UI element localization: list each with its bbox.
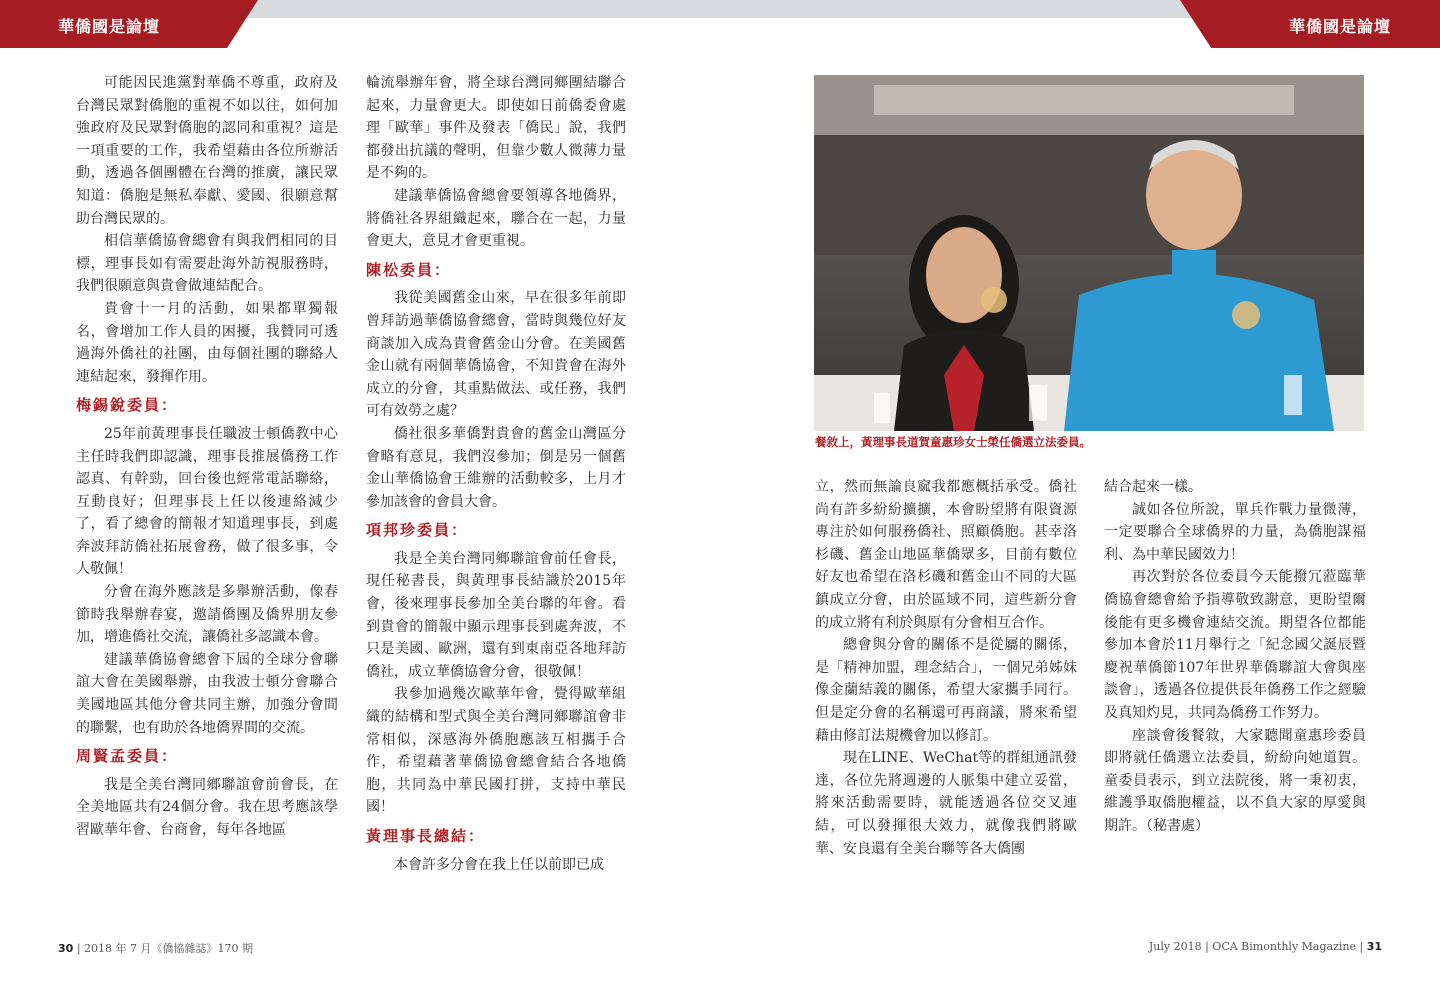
header-left-title: 華僑國是論壇 xyxy=(58,17,161,36)
paragraph: 座談會後餐敘，大家聽聞童惠珍委員即將就任僑選立法委員，紛紛向她道賀。童委員表示，到立法院後，將一秉初衷，維護爭取僑胞權益，以不負大家的厚愛與期許。（秘書處） xyxy=(1104,727,1366,834)
page-number-left: 30 xyxy=(58,942,74,955)
paragraph: 相信華僑協會總會有與我們相同的目標，理事長如有需要赴海外訪視服務時，我們很願意與貴會做連結配合。 xyxy=(76,233,338,295)
footer-right-text: July 2018 | OCA Bimonthly Magazine | xyxy=(1148,940,1364,953)
paragraph: 貴會十一月的活動，如果都單獨報名，會增加工作人員的困擾，我贊同可透過海外僑社的社團，由每個社團的聯絡人連結起來，發揮作用。 xyxy=(76,300,338,385)
paragraph: 現在LINE、WeChat等的群組通訊發達，各位先將週邊的人脈集中建立妥當，將來活動需要時，就能透過各位交叉連結，可以發揮很大效力，就像我們將歐華、安良還有全美台聯等各大僑團 xyxy=(815,750,1077,857)
dinner-photo xyxy=(814,75,1364,431)
paragraph: 我是全美台灣同鄉聯誼會前任會長，現任秘書長，與黃理事長結識於2015年會，後來理事長參加全美台聯的年會。看到貴會的簡報中顯示理事長到處奔波，不只是美國、歐洲，還有到東南亞各地拜訪僑社，成立華僑協會分會，很敬佩！ xyxy=(366,550,626,680)
paragraph: 誠如各位所說，單兵作戰力量微薄，一定要聯合全球僑界的力量，為僑胞謀福利、為中華民國效力！ xyxy=(1104,501,1366,563)
footer-right xyxy=(1149,940,1382,953)
speaker-heading: 項邦珍委員： xyxy=(366,521,469,540)
paragraph: 25年前黃理事長任職波士頓僑教中心主任時我們即認識，理事長推展僑務工作認真、有幹勁，回台後也經常電話聯絡，互動良好；但理事長上任以後連絡減少了，看了總會的簡報才知道理事長，到處奔波拜訪僑社拓展會務，做了很多事，令人敬佩！ xyxy=(76,425,338,578)
speaker-heading: 陳松委員： xyxy=(366,260,452,279)
dinner-photo-illustration xyxy=(814,75,1364,431)
paragraph: 輪流舉辦年會，將全球台灣同鄉團結聯合起來，力量會更大。即使如日前僑委會處理「歐華」事件及發表「僑民」說，我們都發出抗議的聲明，但靠少數人微薄力量是不夠的。 xyxy=(366,75,626,182)
header-right-title: 華僑國是論壇 xyxy=(1289,17,1392,36)
footer-left-text: | 2018 年 7 月《僑協雜誌》170 期 xyxy=(76,942,253,955)
article-column-1 xyxy=(76,72,338,842)
speaker-heading: 周賢孟委員： xyxy=(76,747,179,766)
paragraph: 可能因民進黨對華僑不尊重，政府及台灣民眾對僑胞的重視不如以往，如何加強政府及民眾對僑胞的認同和重視？這是一項重要的工作，我希望藉由各位所辦活動，透過各個團體在台灣的推廣，讓民眾知道：僑胞是無私奉獻、愛國、很願意幫助台灣民眾的。 xyxy=(76,75,338,227)
paragraph: 分會在海外應該是多舉辦活動，像春節時我舉辦春宴，邀請僑團及僑界朋友參加，增進僑社交流，讓僑社多認識本會。 xyxy=(76,584,338,646)
paragraph: 我參加過幾次歐華年會，覺得歐華組織的結構和型式與全美台灣同鄉聯誼會非常相似，深感海外僑胞應該互相攜手合作，希望藉著華僑協會總會結合各地僑胞，共同為中華民國打拼，支持中華民國！ xyxy=(366,686,626,816)
paragraph: 我從美國舊金山來，早在很多年前即曾拜訪過華僑協會總會，當時與幾位好友商談加入成為貴會舊金山分會。在美國舊金山就有兩個華僑協會，不知貴會在海外成立的分會，其重點做法、或任務，我們可有效勞之處？ xyxy=(366,290,626,420)
paragraph: 建議華僑協會總會下屆的全球分會聯誼大會在美國舉辦，由我波士頓分會聯合美國地區其他分會共同主辦，加強分會間的聯繫，也有助於各地僑界間的交流。 xyxy=(76,651,338,736)
paragraph: 再次對於各位委員今天能撥冗蒞臨華僑協會總會給予指導敬致謝意，更盼望爾後能有更多機會連結交流。期望各位都能參加本會於11月舉行之「紀念國父誕辰暨慶祝華僑節107年世界華僑聯誼大會與座談會」，透過各位提供長年僑務工作之經驗及真知灼見，共同為僑務工作努力。 xyxy=(1104,569,1366,721)
photo-caption: 餐敘上，黃理事長道賀童惠珍女士榮任僑選立法委員。 xyxy=(815,435,1091,449)
article-column-2 xyxy=(366,72,626,876)
header-gray-band xyxy=(240,0,1200,18)
paragraph: 本會許多分會在我上任以前即已成 xyxy=(394,856,604,873)
speaker-heading: 黃理事長總結： xyxy=(366,827,486,845)
article-column-3 xyxy=(815,476,1077,860)
article-column-4 xyxy=(1104,476,1366,838)
page-number-right: 31 xyxy=(1366,940,1382,953)
paragraph: 總會與分會的關係不是從屬的關係，是「精神加盟，理念結合」，一個兄弟姊妹像金蘭結義的關係，希望大家攜手同行。但是定分會的名稱還可再商議，將來希望藉由修訂法規機會加以修訂。 xyxy=(815,637,1077,744)
paragraph: 我是全美台灣同鄉聯誼會前會長，在全美地區共有24個分會。我在思考應該學習歐華年會、台商會，每年各地區 xyxy=(76,776,338,838)
paragraph: 僑社很多華僑對貴會的舊金山灣區分會略有意見，我們沒參加；倒是另一個舊金山華僑協會王維辦的活動較多，上月才參加該會的會員大會。 xyxy=(366,425,626,510)
paragraph: 結合起來一樣。 xyxy=(1104,479,1202,495)
paragraph: 立，然而無論良窳我都應概括承受。僑社尚有許多紛紛擴擴，本會盼望將有限資源專注於如何服務僑社、照顧僑胞。甚幸洛杉磯、舊金山地區華僑眾多，目前有數位好友也希望在洛杉磯和舊金山不同的大區鎮成立分會，由於區域不同，這些新分會的成立將有利於與原有分會相互合作。 xyxy=(815,479,1077,631)
paragraph: 建議華僑協會總會要領導各地僑界，將僑社各界組織起來，聯合在一起，力量會更大，意見才會更重視。 xyxy=(366,187,626,250)
speaker-heading: 梅錫銳委員： xyxy=(76,396,179,415)
footer-left xyxy=(58,940,253,956)
